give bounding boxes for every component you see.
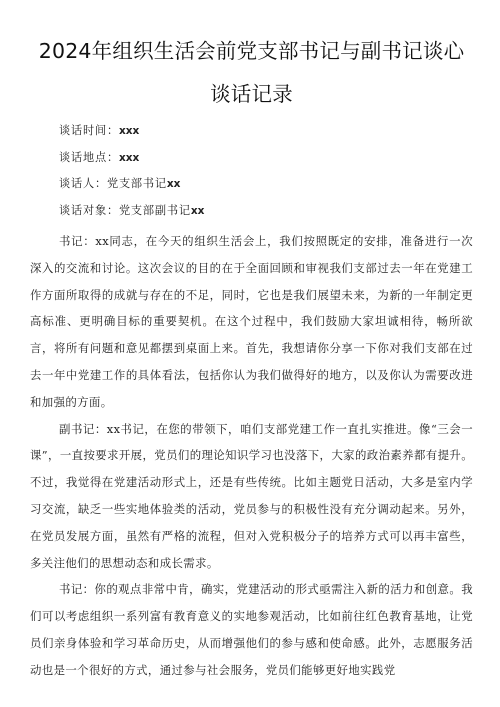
meta-place-label: 谈话地点： bbox=[59, 150, 119, 164]
paragraph-text: 你的观点非常中肯，确实，党建活动的形式亟需注入新的活力和创意。我们可以考虑组织一系列富有教育意义的实地参观活动，比如前往红色教育基地，让党员们亲身体验和学习革命历史，从而增强他们的参与感和使命感。此外，志愿服务活动也是一个很好的方式，通过参与社会服务，党员们能够更好地实践党 bbox=[30, 582, 473, 677]
meta-time bbox=[30, 118, 473, 145]
paragraph-secretary-1 bbox=[30, 228, 473, 416]
paragraph-text: xx同志，在今天的组织生活会上，我们按照既定的安排，准备进行一次深入的交流和讨论。这次会议的目的在于全面回顾和审视我们支部过去一年在党建工作方面所取得的成就与存在的不足，同时，它也是我们展望未来，为新的一年制定更高标准、更明确目标的重要契机。在这个过程中，我们鼓励大家坦诚相待，畅所欲言，将所有问题和意见都摆到桌面上来。首先，我想请你分享一下你对我们支部在过去一年中党建工作的具体看法，包括你认为我们做得好的地方，以及你认为需要改进和加强的方面。 bbox=[30, 234, 474, 409]
meta-interviewer-value: xx bbox=[166, 178, 181, 190]
speaker-label: 副书记： bbox=[59, 421, 107, 436]
paragraph-text: xx书记，在您的带领下，咱们支部党建工作一直扎实推进。像“三会一课”，一直按要求开展，党员们的理论知识学习也没落下，大家的政治素养都有提升。不过，我觉得在党建活动形式上，还是有些传统。比如主题党日活动，大多是室内学习交流，缺乏一些实地体验类的活动，党员参与的积极性没有充分调动起来。另外，在党员发展方面，虽然有严格的流程，但对入党积极分子的培养方式可以再丰富些，多关注他们的思想动态和成长需求。 bbox=[30, 421, 473, 570]
speaker-label: 书记： bbox=[59, 582, 95, 597]
meta-interviewee-value: xx bbox=[190, 204, 205, 217]
document-title: 2024年组织生活会前党支部书记与副书记谈心谈话记录 bbox=[38, 39, 465, 106]
meta-place bbox=[30, 145, 473, 172]
paragraph-deputy-1 bbox=[30, 416, 473, 577]
meta-time-value: xxx bbox=[118, 125, 140, 137]
speaker-label: 书记： bbox=[59, 234, 96, 248]
meta-interviewer-label: 谈话人：党支部书记 bbox=[59, 177, 167, 190]
meta-interviewee-label: 谈话对象：党支部副书记 bbox=[59, 203, 191, 217]
paragraph-secretary-2 bbox=[30, 576, 473, 683]
meta-interviewee bbox=[30, 198, 473, 225]
meta-interviewer bbox=[30, 171, 473, 198]
meta-time-label: 谈话时间： bbox=[59, 124, 119, 137]
meta-place-value: xxx bbox=[118, 151, 140, 164]
